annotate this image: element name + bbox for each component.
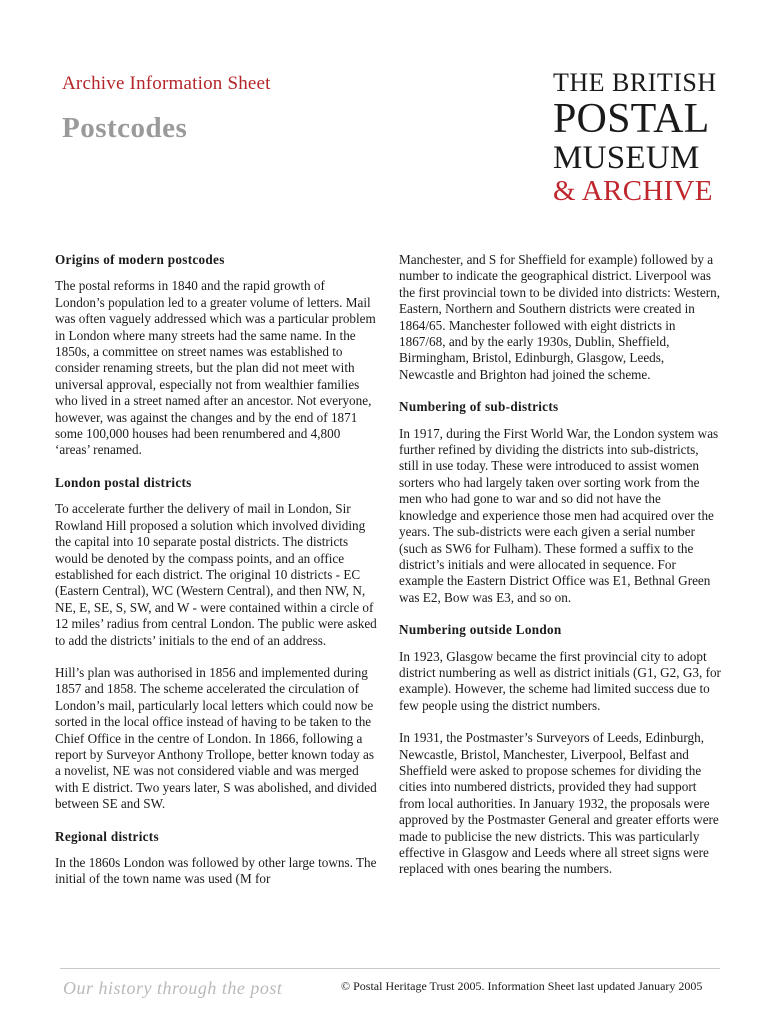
paragraph-regional: In the 1860s London was followed by other large towns. The initial of the town name was used (M for <box>55 855 377 887</box>
footer-divider <box>60 968 720 969</box>
paragraph-1931-schemes: In 1931, the Postmaster’s Surveyors of Leeds, Edinburgh, Newcastle, Bristol, Manchester, Liverpool, Belfast and Sheffield were asked to propose schemes for dividing the cities into numbered districts, provided they had support from local authorities. In January 1932, the proposals were approved by the Postmaster General and greater efforts were made to publicise the new districts. This was particularly effective in Glasgow and Leeds where all street signs were replaced with ones bearing the numbers. <box>399 730 719 877</box>
logo-line-4: & ARCHIVE <box>553 175 713 207</box>
paragraph-sub-districts: In 1917, during the First World War, the London system was further refined by dividing the districts into sub-districts, still in use today. These were introduced to assist women sorters who had largely taken over sorting work from the men who had gone to war and so did not have the knowledge and experience those men had acquired over the years. The sub-districts were each given a serial number (such as SW6 for Fulham). These formed a suffix to the district’s initials and were allocated in sequence. For example the Eastern District Office was E1, Bethnal Green was E2, Bow was E3, and so on. <box>399 425 719 605</box>
footer-copyright: © Postal Heritage Trust 2005. Information Sheet last updated January 2005 <box>341 979 703 993</box>
paragraph-glasgow: In 1923, Glasgow became the first provincial city to adopt district numbering as well as district initials (G1, G2, G3, for example). However, the scheme had limited success due to few people using the district numbers. <box>399 648 721 713</box>
section-heading-london-districts: London postal districts <box>55 474 192 490</box>
right-column <box>399 252 721 894</box>
paragraph-regional-continued: Manchester, and S for Sheffield for example) followed by a number to indicate the geographical district. Liverpool was the first provincial town to be divided into districts: Western, Eastern, Northern and Southern districts were created in 1864/65. Manchester followed with eight districts in 1867/68, and by the early 1930s, Dublin, Sheffield, Birmingham, Bristol, Edinburgh, Glasgow, Leeds, Newcastle and Brighton had joined the scheme. <box>399 252 720 382</box>
page-title: Postcodes <box>62 112 188 144</box>
sheet-kicker: Archive Information Sheet <box>62 73 271 94</box>
section-heading-sub-districts: Numbering of sub-districts <box>399 399 559 415</box>
left-column <box>55 252 377 904</box>
paragraph-hill-plan: Hill’s plan was authorised in 1856 and implemented during 1857 and 1858. The scheme accelerated the circulation of London’s mail, particularly local letters which could now be sorted in the local office instead of having to be taken to the Chief Office in the centre of London. In 1866, following a report by Surveyor Anthony Trollope, better known today as a novelist, NE was not considered viable and was merged with E district. Two years later, S was abolished, and divided between SE and SW. <box>55 664 377 812</box>
section-heading-regional: Regional districts <box>55 828 159 844</box>
museum-logo <box>553 70 723 206</box>
logo-line-1: THE BRITISH <box>553 68 717 97</box>
paragraph-london-districts: To accelerate further the delivery of mail in London, Sir Rowland Hill proposed a solution which involved dividing the capital into 10 separate postal districts. The districts would be denoted by the compass points, and an office established for each district. The original 10 districts - EC (Eastern Central), WC (Western Central), and then NW, N, NE, E, SE, S, SW, and W - were contained within a circle of 12 miles’ radius from central London. The public were asked to add the districts’ initials to the end of an address. <box>55 501 377 648</box>
paragraph-origins: The postal reforms in 1840 and the rapid growth of London’s population led to a greater volume of letters. Mail was often vaguely addressed which was a particular problem in London where many streets had the same name. In the 1850s, a committee on street names was established to consider renaming streets, but the plan did not meet with universal approval, especially not from wealthier families who lived in a street named after an ancestor. Not everyone, however, was against the changes and by the end of 1871 some 100,000 houses had been renumbered and 4,800 ‘areas’ renamed. <box>55 278 376 458</box>
logo-line-2: POSTAL <box>553 96 710 142</box>
footer-tagline: Our history through the post <box>63 978 283 998</box>
section-heading-outside-london: Numbering outside London <box>399 622 562 638</box>
section-heading-origins: Origins of modern postcodes <box>55 252 225 267</box>
logo-line-3: MUSEUM <box>553 140 700 176</box>
